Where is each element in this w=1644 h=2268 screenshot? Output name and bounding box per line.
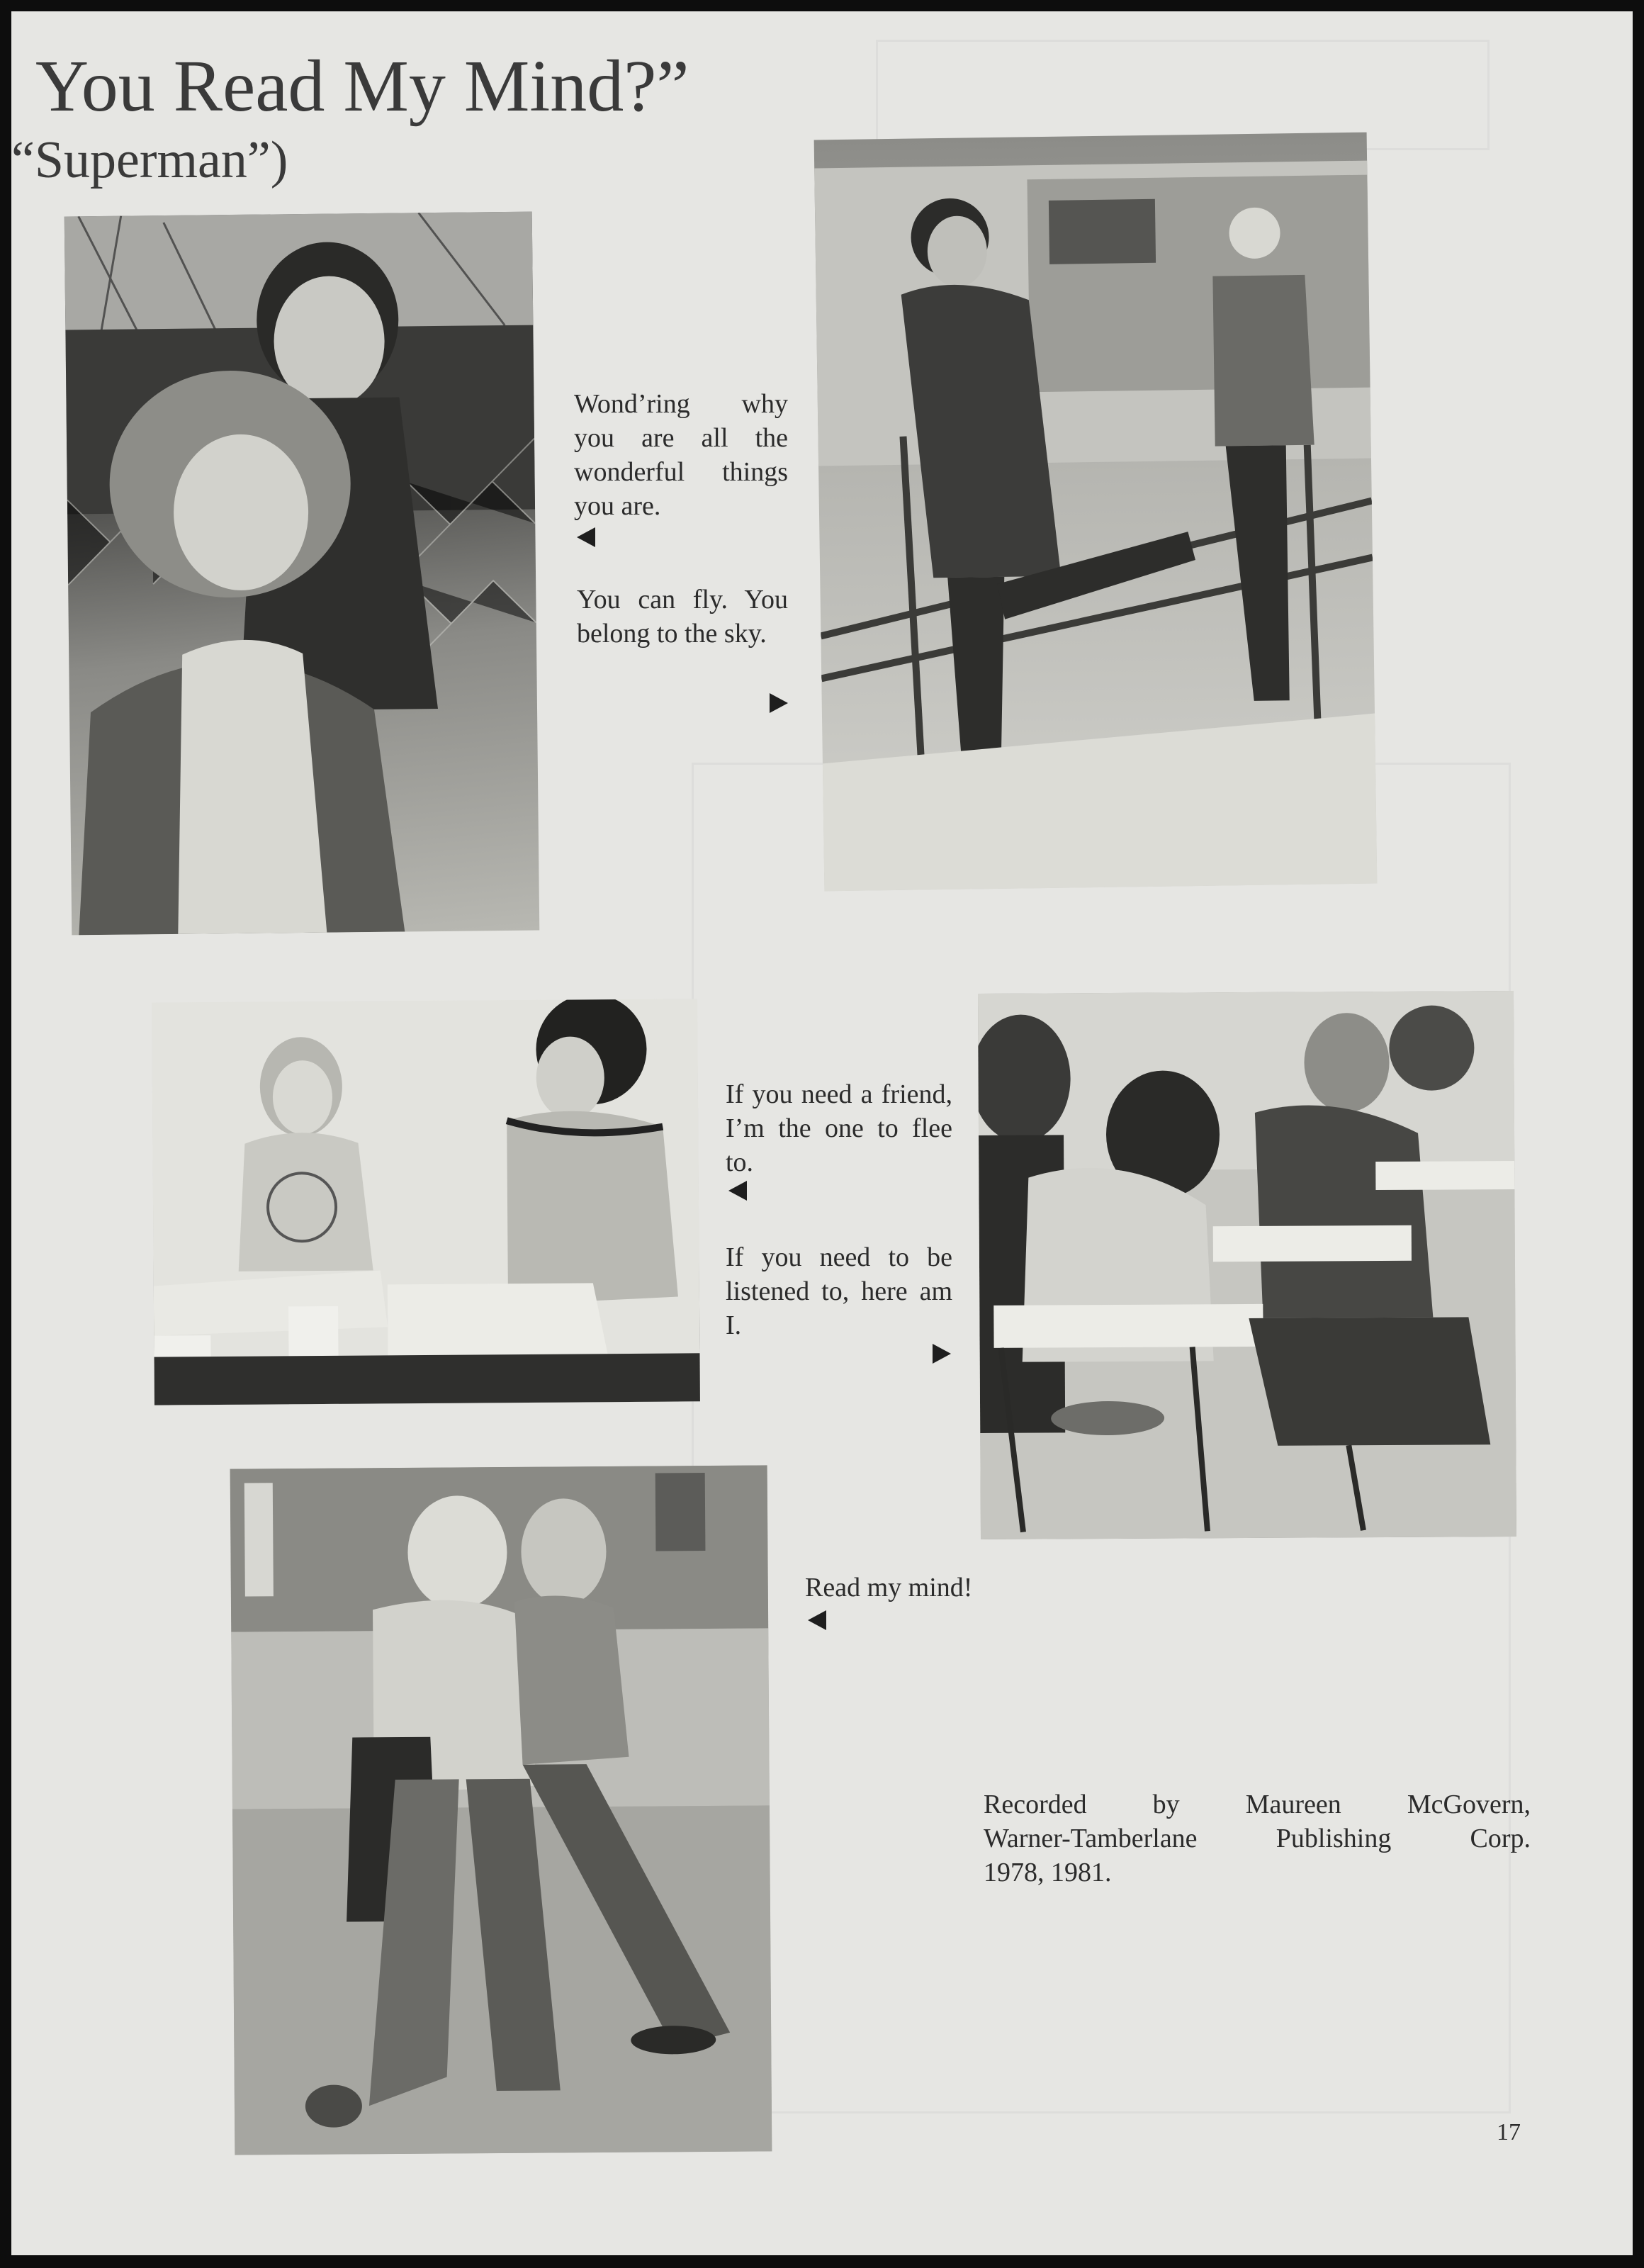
lyric-verse-3: If you need a friend, I’m the one to flee to. bbox=[726, 1079, 952, 1177]
photo-couple-fence bbox=[64, 212, 540, 936]
photo-boys-railing bbox=[814, 133, 1378, 892]
bleed-through-frame bbox=[876, 40, 1490, 150]
photo-couple-fence-illustration bbox=[64, 212, 540, 936]
arrow-right-icon bbox=[770, 693, 788, 713]
photo-girls-walking-illustration bbox=[230, 1465, 772, 2155]
song-credit bbox=[984, 1787, 1531, 1890]
photo-girls-walking bbox=[230, 1465, 772, 2155]
page-title: You Read My Mind?” bbox=[35, 45, 689, 127]
page-subtitle: “Superman”) bbox=[11, 131, 288, 189]
photo-students-desks-illustration bbox=[978, 991, 1516, 1539]
photo-students-desks bbox=[978, 991, 1516, 1539]
arrow-left-icon bbox=[808, 1610, 826, 1630]
lyric-verse-2: You can fly. You belong to the sky. bbox=[577, 585, 788, 649]
yearbook-page bbox=[11, 11, 1633, 2255]
credit-line-1: Recorded by Maureen McGovern, bbox=[984, 1790, 1531, 1819]
photo-boys-railing-illustration bbox=[814, 133, 1378, 892]
arrow-right-icon bbox=[933, 1344, 951, 1364]
lyric-verse-5: Read my mind! bbox=[805, 1573, 973, 1602]
page-number: 17 bbox=[1497, 2119, 1521, 2145]
photo-girls-bench-illustration bbox=[152, 999, 700, 1405]
credit-line-3: 1978, 1981. bbox=[984, 1858, 1112, 1887]
lyric-verse-4: If you need to be listened to, here am I. bbox=[726, 1242, 952, 1340]
photo-girls-bench bbox=[152, 999, 700, 1405]
arrow-left-icon bbox=[577, 527, 595, 547]
credit-line-2: Warner-Tamberlane Publishing Corp. bbox=[984, 1824, 1531, 1853]
lyric-verse-1: Wond’ring why you are all the wonderful things you are. bbox=[574, 389, 788, 521]
arrow-left-icon bbox=[728, 1181, 747, 1201]
